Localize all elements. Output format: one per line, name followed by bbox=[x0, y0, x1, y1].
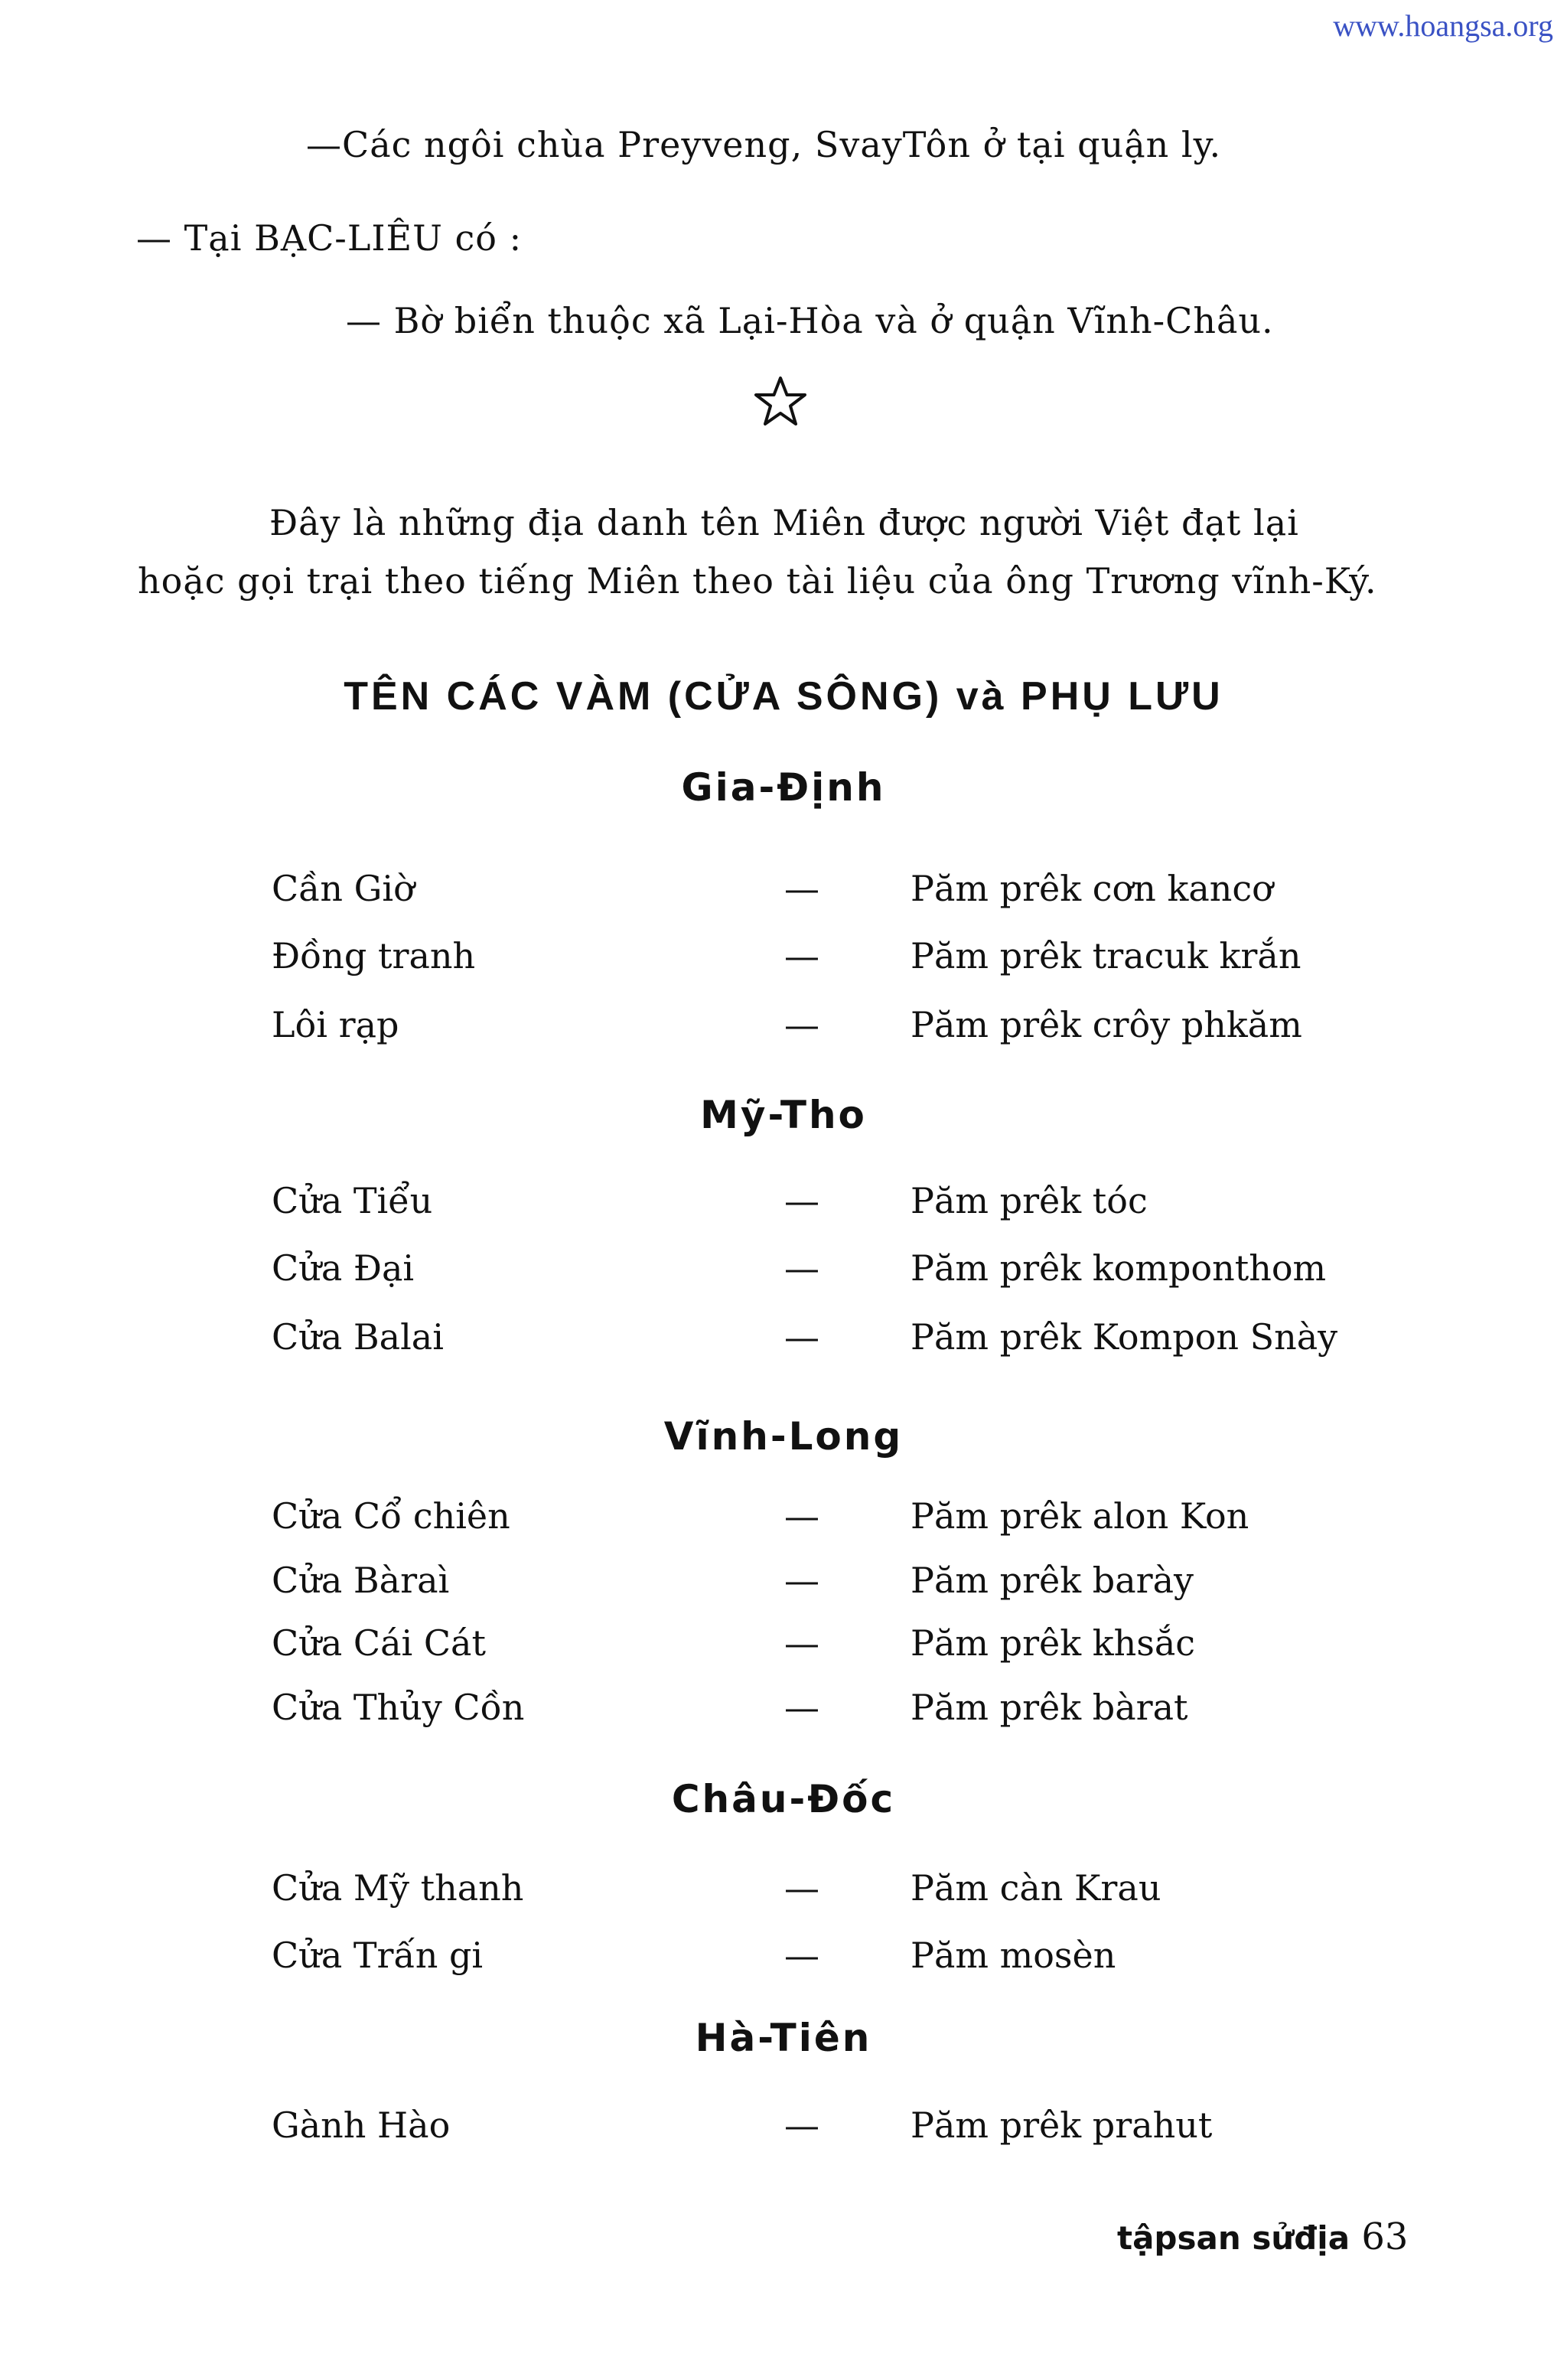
intro-line-bac-lieu: — Tại BẠC-LIÊU có : bbox=[136, 217, 523, 259]
table-row bbox=[0, 1935, 1567, 1988]
star-outline-icon bbox=[754, 375, 807, 429]
table-row bbox=[0, 1867, 1567, 1921]
dash-separator: — bbox=[784, 1247, 819, 1289]
table-row bbox=[0, 1004, 1567, 1058]
dash-separator: — bbox=[784, 868, 819, 909]
paragraph-line-1: Đây là những địa danh tên Miên được người Việt đạt lại bbox=[269, 502, 1299, 543]
vietnamese-name: Cửa Thủy Cồn bbox=[272, 1687, 525, 1728]
intro-line-pagodas: —Các ngôi chùa Preyveng, SvayTôn ở tại quận ly. bbox=[306, 124, 1222, 165]
dash-separator: — bbox=[784, 1495, 819, 1537]
khmer-name: Păm prêk bàrat bbox=[911, 1687, 1188, 1728]
dash-separator: — bbox=[784, 2105, 819, 2146]
khmer-name: Păm prêk khsắc bbox=[911, 1622, 1196, 1664]
table-row bbox=[0, 1316, 1567, 1370]
khmer-name: Păm mosèn bbox=[911, 1935, 1116, 1976]
khmer-name: Păm prêk crôy phkăm bbox=[911, 1004, 1302, 1045]
region-my-tho-title: Mỹ-Tho bbox=[700, 1093, 867, 1137]
vietnamese-name: Cửa Tiểu bbox=[272, 1180, 433, 1221]
vietnamese-name: Cửa Balai bbox=[272, 1316, 444, 1358]
table-row bbox=[0, 1247, 1567, 1301]
vietnamese-name: Lôi rạp bbox=[272, 1004, 399, 1045]
table-row bbox=[0, 868, 1567, 921]
vietnamese-name: Cửa Cổ chiên bbox=[272, 1495, 510, 1537]
vietnamese-name: Cửa Trấn gi bbox=[272, 1935, 484, 1976]
khmer-name: Păm prêk cơn kancơ bbox=[911, 868, 1273, 909]
table-row bbox=[0, 935, 1567, 989]
dash-separator: — bbox=[784, 935, 819, 976]
khmer-name: Păm prêk tóc bbox=[911, 1180, 1148, 1221]
region-chau-doc-title: Châu-Đốc bbox=[671, 1777, 896, 1821]
khmer-name: Păm prêk alon Kon bbox=[911, 1495, 1249, 1537]
table-row bbox=[0, 1180, 1567, 1234]
vietnamese-name: Cửa Mỹ thanh bbox=[272, 1867, 524, 1909]
dash-separator: — bbox=[784, 1622, 819, 1664]
section-title: TÊN CÁC VÀM (CỬA SÔNG) và PHỤ LƯU bbox=[344, 674, 1223, 719]
vietnamese-name: Đồng tranh bbox=[272, 935, 476, 976]
dash-separator: — bbox=[784, 1687, 819, 1728]
region-ha-tien-title: Hà-Tiên bbox=[695, 2016, 872, 2060]
table-row bbox=[0, 1495, 1567, 1549]
paragraph-line-2: hoặc gọi trại theo tiếng Miên theo tài liệu của ông Trương vĩnh-Ký. bbox=[138, 560, 1377, 602]
khmer-name: Păm prêk komponthom bbox=[911, 1247, 1327, 1289]
vietnamese-name: Cửa Đại bbox=[272, 1247, 415, 1289]
vietnamese-name: Gành Hào bbox=[272, 2105, 451, 2146]
dash-separator: — bbox=[784, 1180, 819, 1221]
dash-separator: — bbox=[784, 1004, 819, 1045]
table-row bbox=[0, 1622, 1567, 1676]
dash-separator: — bbox=[784, 1560, 819, 1601]
region-gia-dinh-title: Gia-Định bbox=[681, 765, 886, 810]
vietnamese-name: Cửa Bàraì bbox=[272, 1560, 450, 1601]
page-number: 63 bbox=[1361, 2215, 1409, 2258]
vietnamese-name: Cửa Cái Cát bbox=[272, 1622, 486, 1664]
vietnamese-name: Cần Giờ bbox=[272, 868, 415, 909]
dash-separator: — bbox=[784, 1935, 819, 1976]
table-row bbox=[0, 1560, 1567, 1613]
region-vinh-long-title: Vĩnh-Long bbox=[663, 1414, 904, 1459]
khmer-name: Păm prêk barày bbox=[911, 1560, 1194, 1601]
table-row bbox=[0, 2105, 1567, 2158]
khmer-name: Păm prêk prahut bbox=[911, 2105, 1213, 2146]
dash-separator: — bbox=[784, 1867, 819, 1909]
khmer-name: Păm prêk tracuk krắn bbox=[911, 935, 1301, 976]
magazine-name: tậpsan sửđịa bbox=[1117, 2219, 1350, 2257]
dash-separator: — bbox=[784, 1316, 819, 1358]
page-footer bbox=[1117, 2215, 1408, 2258]
khmer-name: Păm prêk Kompon Snày bbox=[911, 1316, 1338, 1358]
watermark[interactable]: www.hoangsa.org bbox=[1333, 8, 1553, 43]
table-row bbox=[0, 1687, 1567, 1740]
intro-line-coast: — Bờ biển thuộc xã Lại-Hòa và ở quận Vĩnh-Châu. bbox=[346, 300, 1274, 341]
khmer-name: Păm càn Krau bbox=[911, 1867, 1161, 1909]
